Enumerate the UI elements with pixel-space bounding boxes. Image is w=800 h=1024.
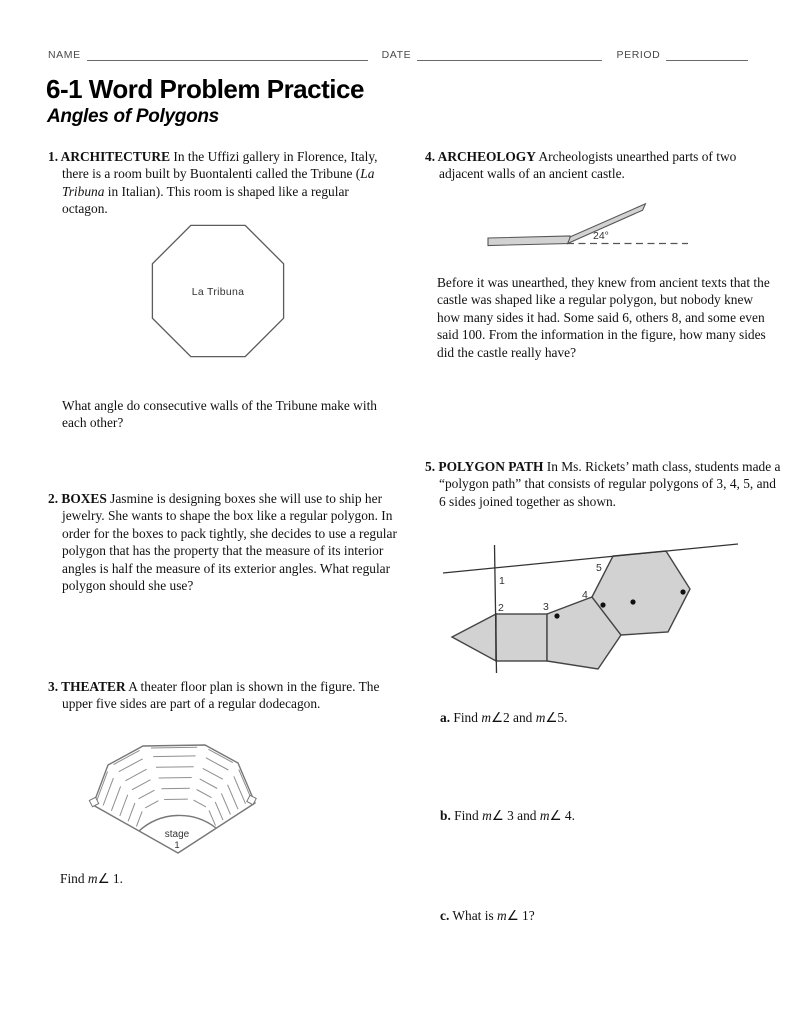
problem-1-body-end: in Italian). This room is shaped like a regular octagon. bbox=[62, 183, 349, 217]
question-c-text1: What is bbox=[449, 908, 498, 923]
theater-angle-1-label: 1 bbox=[174, 840, 180, 851]
question-a-letter: a. bbox=[440, 710, 451, 725]
problem-4-continued: Before it was unearthed, they knew from ancient texts that the castle was shaped like a regular polygon, but nobody knew how many sides it had. Some said 6, others 8, and some even said 100. From the information in the figure, how many sides did the castle really have? bbox=[437, 275, 770, 360]
path-angle-1-label: 1 bbox=[499, 575, 505, 587]
question-b-m2: m bbox=[539, 808, 550, 823]
problem-3-lead: THEATER bbox=[61, 679, 126, 694]
path-angle-5-label: 5 bbox=[596, 562, 602, 574]
problem-5-body: In Ms. Rickets’ math class, students made a “polygon path” that consists of regular polygons of 3, 4, 5, and 6 sides joined together as shown. bbox=[439, 459, 781, 509]
problem-2-number: 2. bbox=[48, 491, 62, 506]
problem-4-text bbox=[425, 148, 777, 183]
find-text: Find bbox=[60, 871, 88, 886]
problem-3-text bbox=[48, 678, 388, 713]
problem-5-number: 5. bbox=[425, 459, 439, 474]
question-b-text2: and bbox=[513, 808, 540, 823]
question-c-angle1: ∠ 1 bbox=[506, 908, 529, 923]
question-a-m1: m bbox=[481, 710, 491, 725]
problem-2-lead: BOXES bbox=[61, 491, 107, 506]
problem-1-number: 1. bbox=[48, 149, 61, 164]
question-b-letter: b. bbox=[440, 808, 451, 823]
question-a-text1: Find bbox=[450, 710, 482, 725]
date-label: DATE bbox=[381, 49, 412, 61]
question-c-letter: c. bbox=[440, 908, 450, 923]
problem-4-body: Archeologists unearthed parts of two adjacent walls of an ancient castle. bbox=[439, 149, 737, 182]
question-a-angle2: ∠5 bbox=[545, 710, 565, 725]
find-angle: ∠ 1. bbox=[97, 871, 123, 886]
question-c-text2: ? bbox=[528, 908, 535, 923]
transversal-line bbox=[443, 544, 738, 573]
problem-1-lead: ARCHITECTURE bbox=[60, 149, 171, 164]
name-label: NAME bbox=[48, 49, 81, 61]
problem-2-body: Jasmine is designing boxes she will use to ship her jewelry. She wants to shape the box like a regular polygon. In order for the boxes to pack tightly, she decides to use a regular polygon that has the property that the measure of its interior angles is half the measure of its exterior angles. What regular polygon should she use? bbox=[62, 491, 397, 594]
page-title: 6-1 Word Problem Practice bbox=[46, 74, 364, 104]
problem-3-find bbox=[60, 871, 123, 887]
question-a-angle1: ∠2 bbox=[490, 710, 510, 725]
question-b-text1: Find bbox=[450, 808, 483, 823]
problem-3-number: 3. bbox=[48, 679, 62, 694]
octagon-figure bbox=[145, 222, 295, 362]
page-subtitle: Angles of Polygons bbox=[47, 106, 219, 127]
stage-label: stage bbox=[164, 829, 190, 840]
problem-5-lead: POLYGON PATH bbox=[438, 459, 544, 474]
path-angle-2-label: 2 bbox=[498, 602, 504, 614]
castle-wall-horizontal bbox=[488, 236, 570, 246]
question-a-m2: m bbox=[535, 710, 546, 725]
question-b bbox=[440, 808, 575, 824]
angle-24-label: 24° bbox=[593, 230, 609, 242]
question-b-text3: . bbox=[571, 808, 575, 823]
question-b-angle1: ∠ 3 bbox=[491, 808, 514, 823]
find-m: m bbox=[87, 871, 98, 886]
name-blank-line bbox=[87, 48, 368, 61]
question-b-angle2: ∠ 4 bbox=[549, 808, 572, 823]
problem-2-text bbox=[48, 490, 400, 594]
question-c bbox=[440, 908, 535, 924]
problem-1-body: In the Uffizi gallery in Florence, Italy, there is a room built by Buontalenti called the Tribune ( bbox=[62, 149, 378, 182]
triangle-shape bbox=[452, 614, 496, 661]
la-tribuna-label: La Tribuna bbox=[191, 286, 245, 298]
question-a-text3: . bbox=[564, 710, 568, 725]
path-angle-3-label: 3 bbox=[543, 601, 549, 613]
period-blank-line bbox=[666, 48, 748, 61]
question-a bbox=[440, 710, 567, 726]
problem-4-number: 4. bbox=[425, 149, 438, 164]
polygon-path-figure bbox=[435, 535, 747, 681]
question-b-m1: m bbox=[482, 808, 492, 823]
problem-1-italic: La Tribuna bbox=[62, 166, 375, 199]
problem-1-text bbox=[48, 148, 395, 218]
path-angle-4-label: 4 bbox=[582, 589, 588, 601]
problem-5-text bbox=[425, 458, 783, 510]
period-label: PERIOD bbox=[616, 49, 661, 61]
header-row bbox=[48, 48, 748, 61]
date-blank-line bbox=[417, 48, 602, 61]
theater-figure bbox=[75, 738, 267, 862]
problem-1-question: What angle do consecutive walls of the Tribune make with each other? bbox=[62, 398, 377, 431]
problem-4-lead: ARCHEOLOGY bbox=[437, 149, 536, 164]
question-c-m1: m bbox=[497, 908, 507, 923]
square-shape bbox=[496, 614, 547, 661]
question-a-text2: and bbox=[509, 710, 536, 725]
castle-figure bbox=[480, 198, 695, 262]
problem-3-body: A theater floor plan is shown in the figure. The upper five sides are part of a regular dodecagon. bbox=[62, 679, 380, 712]
